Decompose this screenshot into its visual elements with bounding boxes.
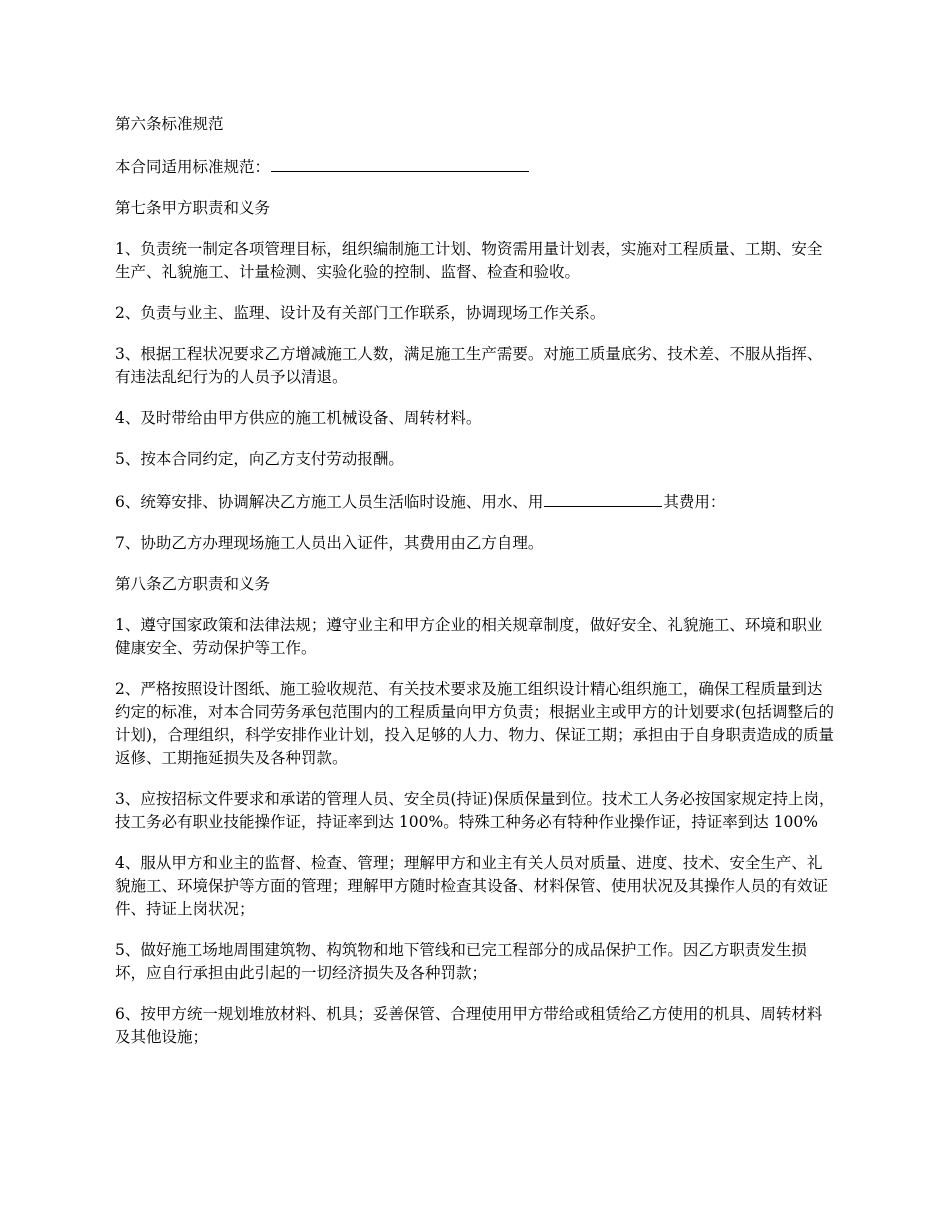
utility-blank: [544, 489, 662, 507]
standard-spec-blank: [271, 154, 529, 172]
section-8-item-4: 4、服从甲方和业主的监督、检查、管理；理解甲方和业主有关人员对质量、进度、技术、安全生产、礼貌施工、环境保护等方面的管理；理解甲方随时检查其设备、材料保管、使用状况及其操作人员的有效证件、持证上岗状况；: [115, 854, 829, 918]
section-7-item-1: 1、负责统一制定各项管理目标，组织编制施工计划、物资需用量计划表，实施对工程质量、工期、安全生产、礼貌施工、计量检测、实验化验的控制、监督、检查和验收。: [115, 240, 823, 281]
section-7-item-2: 2、负责与业主、监理、设计及有关部门工作联系，协调现场工作关系。: [115, 304, 606, 322]
document-body: [115, 113, 835, 1067]
section-8-item-5: 5、做好施工场地周围建筑物、构筑物和地下管线和已完工程部分的成品保护工作。因乙方职责发生损坏，应自行承担由此引起的一切经济损失及各种罚款；: [115, 941, 807, 982]
section-8-item-2: 2、严格按照设计图纸、施工验收规范、有关技术要求及施工组织设计精心组织施工，确保工程质量到达约定的标准，对本合同劳务承包范围内的工程质量向甲方负责；根据业主或甲方的计划要求(包括调整后的计划)，合理组织，科学安排作业计划，投入足够的人力、物力、保证工期；承担由于自身职责造成的质量返修、工期拖延损失及各种罚款。: [115, 680, 835, 767]
section-7-item-6-prefix: 6、统筹安排、协调解决乙方施工人员生活临时设施、用水、用: [115, 493, 544, 511]
section-6-title: 第六条标准规范: [115, 115, 224, 133]
standard-spec-line: [115, 154, 835, 179]
section-7-item-5: 5、按本合同约定，向乙方支付劳动报酬。: [115, 450, 404, 468]
section-8-item-1: 1、遵守国家政策和法律法规；遵守业主和甲方企业的相关规章制度，做好安全、礼貌施工、环境和职业健康安全、劳动保护等工作。: [115, 616, 823, 657]
section-7-item-4: 4、及时带给由甲方供应的施工机械设备、周转材料。: [115, 409, 482, 427]
section-7-item-6-suffix: 其费用：: [663, 493, 726, 511]
section-7-item-7: 7、协助乙方办理现场施工人员出入证件，其费用由乙方自理。: [115, 534, 544, 552]
section-8-item-6: 6、按甲方统一规划堆放材料、机具；妥善保管、合理使用甲方带给或租赁给乙方使用的机具、周转材料及其他设施；: [115, 1005, 823, 1046]
section-7-item-3: 3、根据工程状况要求乙方增减施工人数，满足施工生产需要。对施工质量底劣、技术差、不服从指挥、有违法乱纪行为的人员予以清退。: [115, 345, 823, 386]
section-8-item-3: 3、应按招标文件要求和承诺的管理人员、安全员(持证)保质保量到位。技术工人务必按国家规定持上岗，技工务必有职业技能操作证，持证率到达 100%。特殊工种务必有特种作业操作证，持证率到达 100%: [115, 790, 835, 831]
section-8-title: 第八条乙方职责和义务: [115, 575, 271, 593]
standard-spec-label: 本合同适用标准规范：: [115, 158, 271, 176]
section-7-item-6: [115, 489, 835, 514]
section-7-title: 第七条甲方职责和义务: [115, 199, 271, 217]
